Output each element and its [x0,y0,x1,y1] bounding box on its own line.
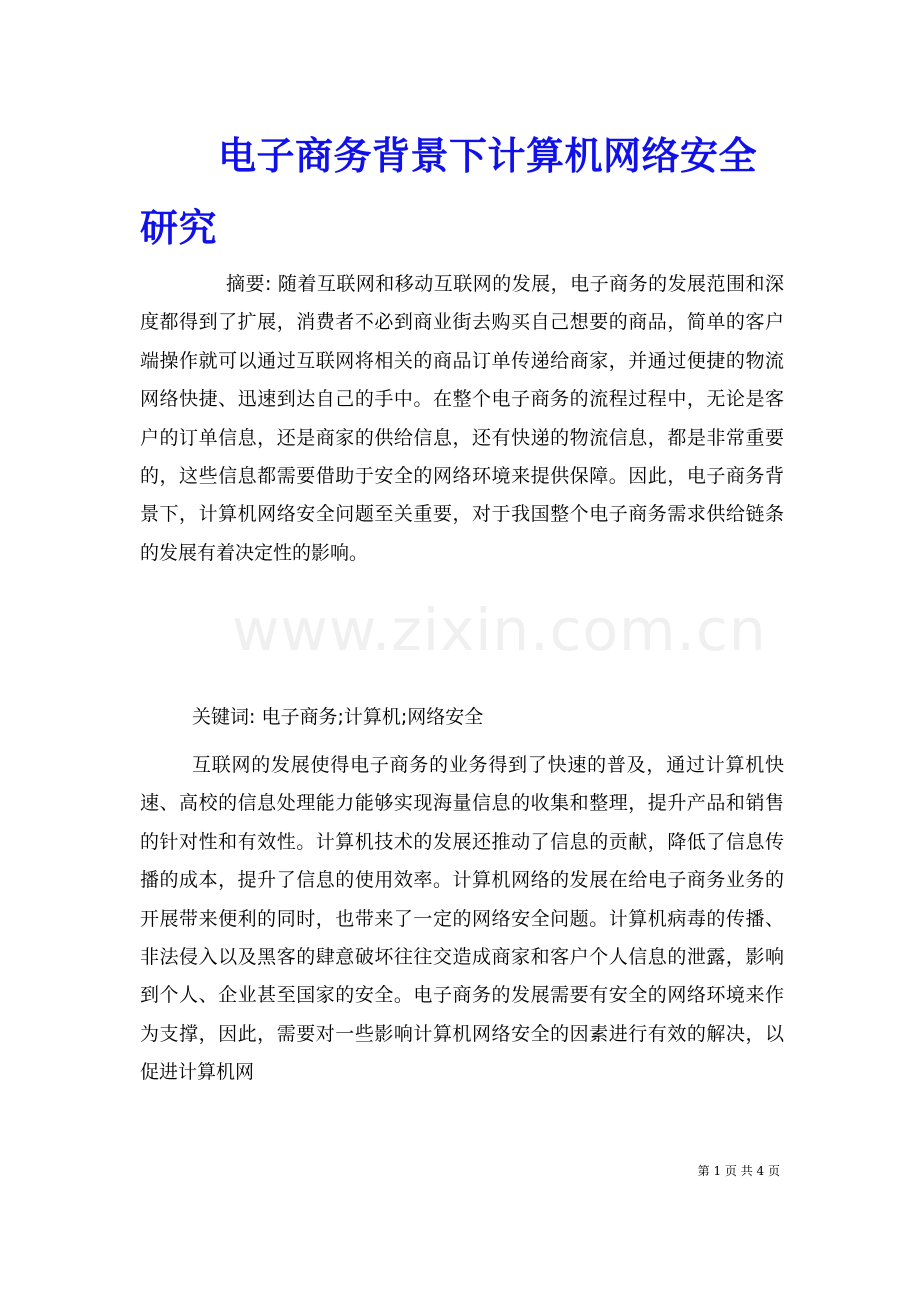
abstract-paragraph: 摘要: 随着互联网和移动互联网的发展，电子商务的发展范围和深度都得到了扩展，消费者不必到商业街去购买自己想要的商品，简单的客户端操作就可以通过互联网将相关的商品订单传递给商家，并通过便捷的物流网络快捷、迅速到达自己的手中。在整个电子商务的流程过程中，无论是客户的订单信息，还是商家的供给信息，还有快递的物流信息，都是非常重要的，这些信息都需要借助于安全的网络环境来提供保障。因此，电子商务背景下，计算机网络安全问题至关重要，对于我国整个电子商务需求供给链条的发展有着决定性的影响。 [140,273,784,564]
document-title: 电子商务背景下计算机网络安全研究 [140,133,758,250]
keywords-paragraph: 关键词: 电子商务;计算机;网络安全 [192,706,484,728]
watermark: www.zixin.com.cn [232,596,767,664]
page-number-footer: 第 1 页 共 4 页 [697,1164,780,1178]
intro-paragraph: 互联网的发展使得电子商务的业务得到了快速的普及，通过计算机快速、高校的信息处理能力能够实现海量信息的收集和整理，提升产品和销售的针对性和有效性。计算机技术的发展还推动了信息的贡献，降低了信息传播的成本，提升了信息的使用效率。计算机网络的发展在给电子商务业务的开展带来便利的同时，也带来了一定的网络安全问题。计算机病毒的传播、非法侵入以及黑客的肆意破坏往往交造成商家和客户个人信息的泄露，影响到个人、企业甚至国家的安全。电子商务的发展需要有安全的网络环境来作为支撑，因此，需要对一些影响计算机网络安全的因素进行有效的解决，以促进计算机网 [140,754,784,1084]
